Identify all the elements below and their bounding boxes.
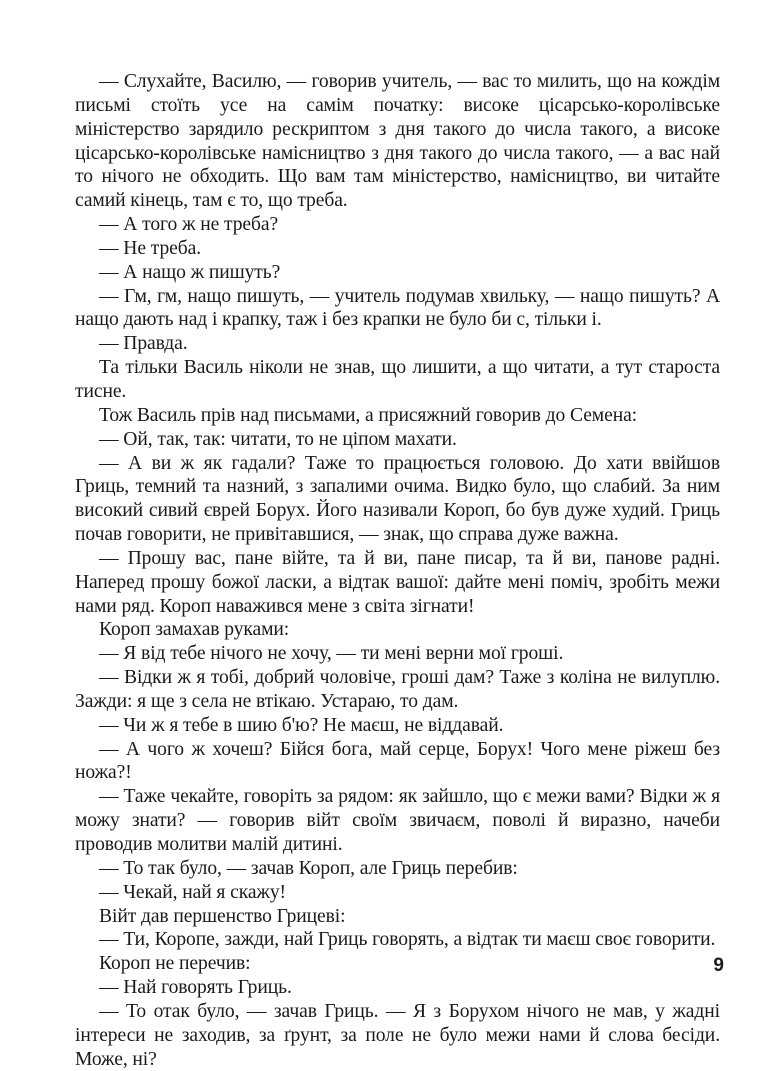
body-text [75, 70, 720, 1071]
paragraph: — Слухайте, Василю, — говорив учитель, — вас то милить, що на кождім письмі стоїть усе на самім початку: високе цісарсько-королівське міністерство зарядило рескриптом з дня такого до числа такого, а високе цісарсько-королівське намісництво з дня такого до числа такого, — а вас най то нічого не обходить. Що вам там міністерство, намісництво, ви читайте самий кінець, там є то, що треба. [75, 71, 720, 212]
paragraph: — Чи ж я тебе в шию б'ю? Не маєш, не віддавай. [99, 714, 504, 736]
paragraph: — А нащо ж пишуть? [99, 261, 281, 283]
paragraph: — Правда. [99, 333, 188, 355]
paragraph: — Чекай, най я скажу! [99, 881, 286, 903]
paragraph: — То так було, — зачав Короп, але Гриць перебив: [99, 857, 518, 879]
paragraph: — Ой, так, так: читати, то не ціпом махати. [99, 428, 457, 450]
paragraph: — А того ж не треба? [99, 214, 279, 236]
page-number: 9 [713, 955, 724, 976]
paragraph: — Відки ж я тобі, добрий чоловіче, гроші дам? Таже з коліна не вилуплю. Зажди: я ще з села не втікаю. Устараю, то дам. [75, 667, 720, 712]
paragraph: — Гм, гм, нащо пишуть, — учитель подумав хвильку, — нащо пишуть? А нащо дають над і крапку, таж і без крапки не було би с, тільки і. [75, 285, 720, 331]
paragraph: — То отак було, — зачав Гриць. — Я з Борухом нічого не мав, у жадні інтереси не заходив, за ґрунт, за поле не було межи нами й слова бесіди. Може, ні? [75, 1000, 720, 1070]
paragraph: — Я від тебе нічого не хочу, — ти мені верни мої гроші. [99, 643, 564, 665]
paragraph: Короп замахав руками: [99, 619, 290, 641]
paragraph: Тож Василь прів над письмами, а присяжний говорив до Семена: [99, 404, 638, 426]
paragraph: — Таже чекайте, говоріть за рядом: як зайшло, що є межи вами? Відки ж я можу знати? — говорив війт своїм звичаєм, поволі й виразно, начеби проводив молитви малій дитині. [75, 786, 720, 855]
paragraph: Короп не перечив: [99, 953, 251, 975]
paragraph: Війт дав першенство Грицеві: [99, 905, 346, 927]
paragraph: — А чого ж хочеш? Бійся бога, май серце, Борух! Чого мене ріжеш без ножа?! [75, 738, 720, 784]
paragraph: — Ти, Коропе, зажди, най Гриць говорять, а відтак ти маєш своє говорити. [99, 929, 716, 951]
paragraph: — Не треба. [99, 237, 201, 259]
paragraph: — Най говорять Гриць. [99, 977, 292, 999]
paragraph: — А ви ж як гадали? Таже то працюється головою. До хати ввійшов Гриць, темний та назний, з запалими очима. Видко було, що слабий. За ним високий сивий єврей Борух. Його називали Короп, бо був дуже худий. Гриць почав говорити, не привітавшися, — знак, що справа дуже важна. [75, 452, 720, 546]
paragraph: — Прошу вас, пане війте, та й ви, пане писар, та й ви, панове радні. Наперед прошу божої ласки, а відтак вашої: дайте мені поміч, зробіть межи нами ряд. Короп наважився мене з світа зігнати! [75, 547, 720, 617]
paragraph: Та тільки Василь ніколи не знав, що лишити, а що читати, а тут староста тисне. [75, 357, 720, 402]
